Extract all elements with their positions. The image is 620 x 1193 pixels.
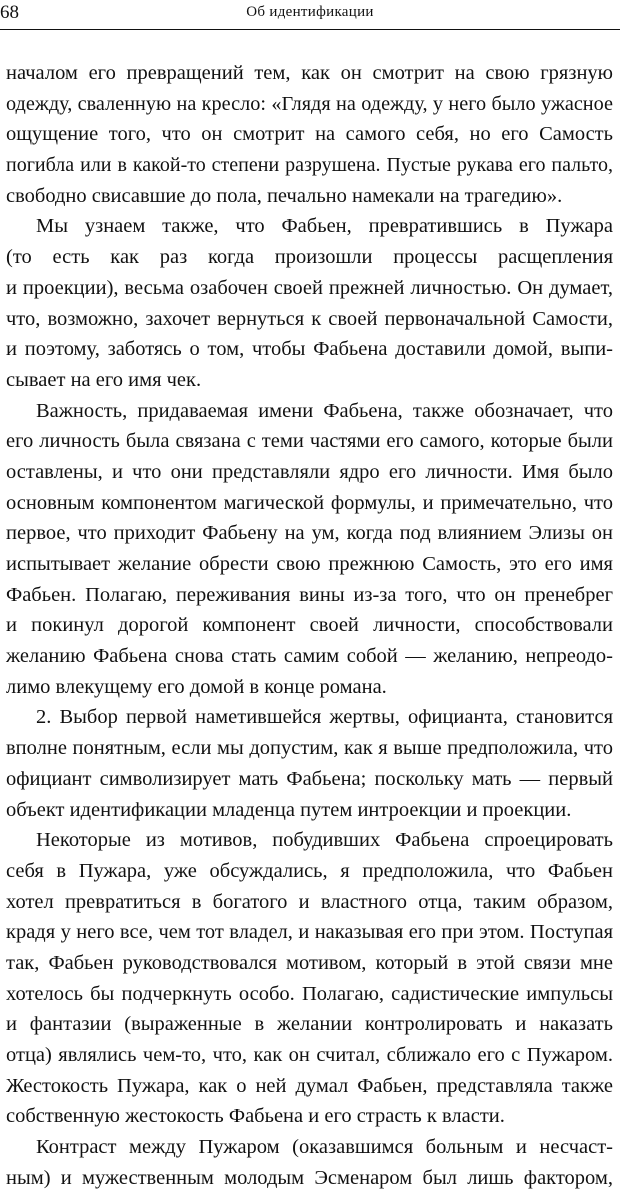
text-line: Важность, придаваемая имени Фабьена, также обозначает, что — [36, 399, 613, 422]
text-line: погибла или в какой-то степени разрушена. Пустые рукава его пальто, — [6, 154, 613, 177]
text-line: 2. Выбор первой наметившейся жертвы, официанта, становится — [36, 706, 613, 729]
text-line: Контраст между Пужаром (оказавшимся больным и несчаст- — [36, 1136, 613, 1159]
text-line: объект идентификации младенца путем интроекции и проекции. — [6, 798, 572, 821]
text-line: Некоторые из мотивов, побудивших Фабьена спроецировать — [36, 829, 613, 852]
text-line: одежду, сваленную на кресло: «Глядя на одежду, у него было ужасное — [6, 92, 613, 115]
text-line: ным) и мужественным молодым Эсменаром был лишь фактором, — [6, 1166, 613, 1189]
text-line: испытывает желание обрести свою прежнюю Самость, это его имя — [6, 553, 613, 575]
text-line: собственную жестокость Фабьена и его страсть к власти. — [6, 1105, 505, 1128]
text-line: оставлены, и что они представляли ядро его личности. Имя было — [6, 460, 613, 483]
text-line: лимо влекущему его домой в конце романа. — [6, 675, 387, 698]
text-line: Жестокость Пужара, как о ней думал Фабьен, представляла также — [6, 1074, 613, 1097]
text-line: сывает на его имя чек. — [6, 368, 202, 391]
page-header — [0, 0, 620, 34]
text-line: так, Фабьен руководствовался мотивом, который в этой связи мне — [6, 951, 613, 974]
text-line: и поэтому, заботясь о том, чтобы Фабьена доставили домой, выпи- — [6, 338, 613, 361]
body-text — [6, 58, 613, 1193]
text-line: себя в Пужара, уже обсуждались, я предположила, что Фабьен — [6, 859, 613, 882]
text-line: и фантазии (выраженные в желании контролировать и наказать — [6, 1013, 613, 1036]
text-line: Фабьен. Полагаю, переживания вины из-за того, что он пренебрег — [6, 583, 613, 606]
text-line: Мы узнаем также, что Фабьен, превратившись в Пужара — [36, 215, 613, 238]
text-line: отца) являлись чем-то, что, как он считал, сближало его с Пужаром. — [6, 1044, 613, 1066]
running-head: Об идентификации — [246, 4, 374, 20]
text-line: первое, что приходит Фабьену на ум, когда под влиянием Элизы он — [6, 522, 613, 545]
text-line: началом его превращений тем, как он смотрит на свою грязную — [6, 62, 613, 84]
text-line: и проекции), весьма озабочен своей прежней личностью. Он думает, — [6, 276, 613, 299]
page-number: 68 — [0, 2, 19, 23]
text-line: (то есть как раз когда произошли процессы расщепления — [6, 246, 613, 269]
text-line: крадя у него все, чем тот владел, и наказывая его при этом. Поступая — [6, 921, 613, 944]
header-rule — [0, 29, 620, 30]
text-line: его личность была связана с теми частями его самого, которые были — [6, 430, 613, 453]
text-line: свободно свисавшие до пола, печально намекали на трагедию». — [6, 184, 563, 207]
text-line: и покинул дорогой компонент своей личности, способствовали — [6, 614, 613, 637]
text-line: хотел превратиться в богатого и властного отца, таким образом, — [6, 890, 613, 913]
text-line: хотелось бы подчеркнуть особо. Полагаю, садистические импульсы — [6, 982, 613, 1005]
text-line: желанию Фабьена снова стать самим собой — желанию, непреодо- — [6, 645, 613, 668]
text-line: ощущение того, что он смотрит на самого себя, но его Самость — [6, 123, 613, 146]
text-line: официант символизирует мать Фабьена; поскольку мать — первый — [6, 767, 613, 790]
text-line: основным компонентом магической формулы, и примечательно, что — [6, 491, 613, 514]
text-line: вполне понятным, если мы допустим, как я выше предположила, что — [6, 737, 613, 760]
text-line: что, возможно, захочет вернуться к своей первоначальной Самости, — [6, 307, 613, 330]
